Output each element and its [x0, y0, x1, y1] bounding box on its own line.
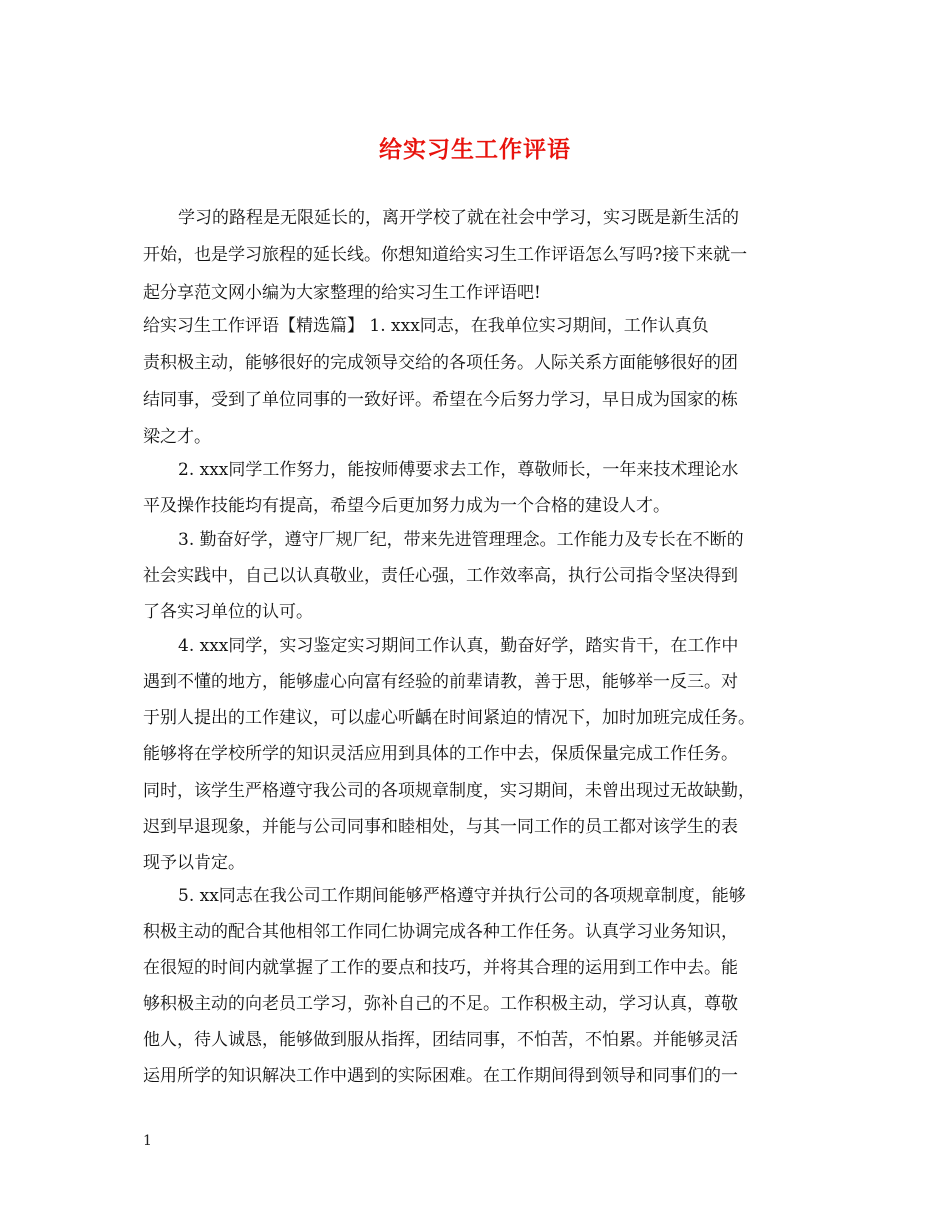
paragraph-line: 社会实践中，自己以认真敬业，责任心强，工作效率高，执行公司指令坚决得到	[143, 566, 738, 586]
paragraph-line: 给实习生工作评语【精选篇】 1. xxx同志，在我单位实习期间，工作认真负	[143, 316, 709, 336]
paragraph-line: 3. 勤奋好学，遵守厂规厂纪，带来先进管理理念。工作能力及专长在不断的	[178, 530, 744, 550]
paragraph-line: 遇到不懂的地方，能够虚心向富有经验的前辈请教，善于思，能够举一反三。对	[143, 672, 738, 692]
paragraph-line: 结同事，受到了单位同事的一致好评。希望在今后努力学习，早日成为国家的栋	[143, 390, 738, 410]
paragraph-line: 梁之才。	[143, 427, 211, 447]
paragraph-line: 平及操作技能均有提高，希望今后更加努力成为一个合格的建设人才。	[143, 496, 670, 516]
paragraph-line: 他人，待人诚恳，能够做到服从指挥，团结同事，不怕苦，不怕累。并能够灵活	[143, 1030, 738, 1050]
paragraph-line: 迟到早退现象，并能与公司同事和睦相处，与其一同工作的员工都对该学生的表	[143, 817, 738, 837]
paragraph-line: 于别人提出的工作建议，可以虚心听齲在时间紧迫的情况下，加时加班完成任务。	[143, 708, 755, 728]
paragraph-line: 同时，该学生严格遵守我公司的各项规章制度，实习期间，未曾出现过无故缺勤，	[143, 781, 755, 801]
paragraph-line: 起分享范文网小编为大家整理的给实习生工作评语吧!	[143, 283, 541, 303]
page-number: 1	[143, 1133, 152, 1149]
paragraph-line: 了各实习单位的认可。	[143, 602, 313, 622]
paragraph-line: 够积极主动的向老员工学习，弥补自己的不足。工作积极主动，学习认真，尊敬	[143, 994, 738, 1014]
paragraph-line: 能够将在学校所学的知识灵活应用到具体的工作中去，保质保量完成工作任务。	[143, 744, 738, 764]
paragraph-line: 责积极主动，能够很好的完成领导交给的各项任务。人际关系方面能够很好的团	[143, 353, 738, 373]
paragraph-line: 在很短的时间内就掌握了工作的要点和技巧，并将其合理的运用到工作中去。能	[143, 958, 738, 978]
paragraph-line: 学习的路程是无限延长的，离开学校了就在社会中学习，实习既是新生活的	[178, 208, 739, 228]
paragraph-line: 积极主动的配合其他相邻工作同仁协调完成各种工作任务。认真学习业务知识，	[143, 922, 738, 942]
paragraph-line: 开始，也是学习旅程的延长线。你想知道给实习生工作评语怎么写吗?接下来就一	[143, 245, 748, 265]
document-title: 给实习生工作评语	[379, 136, 571, 163]
paragraph-line: 2. xxx同学工作努力，能按师傅要求去工作，尊敬师长，一年来技术理论水	[178, 460, 739, 480]
paragraph-line: 4. xxx同学，实习鉴定实习期间工作认真，勤奋好学，踏实肯干，在工作中	[178, 636, 739, 656]
paragraph-line: 现予以肯定。	[143, 853, 245, 873]
paragraph-line: 5. xx同志在我公司工作期间能够严格遵守并执行公司的各项规章制度，能够	[178, 886, 746, 906]
paragraph-line: 运用所学的知识解决工作中遇到的实际困难。在工作期间得到领导和同事们的一	[143, 1066, 738, 1086]
